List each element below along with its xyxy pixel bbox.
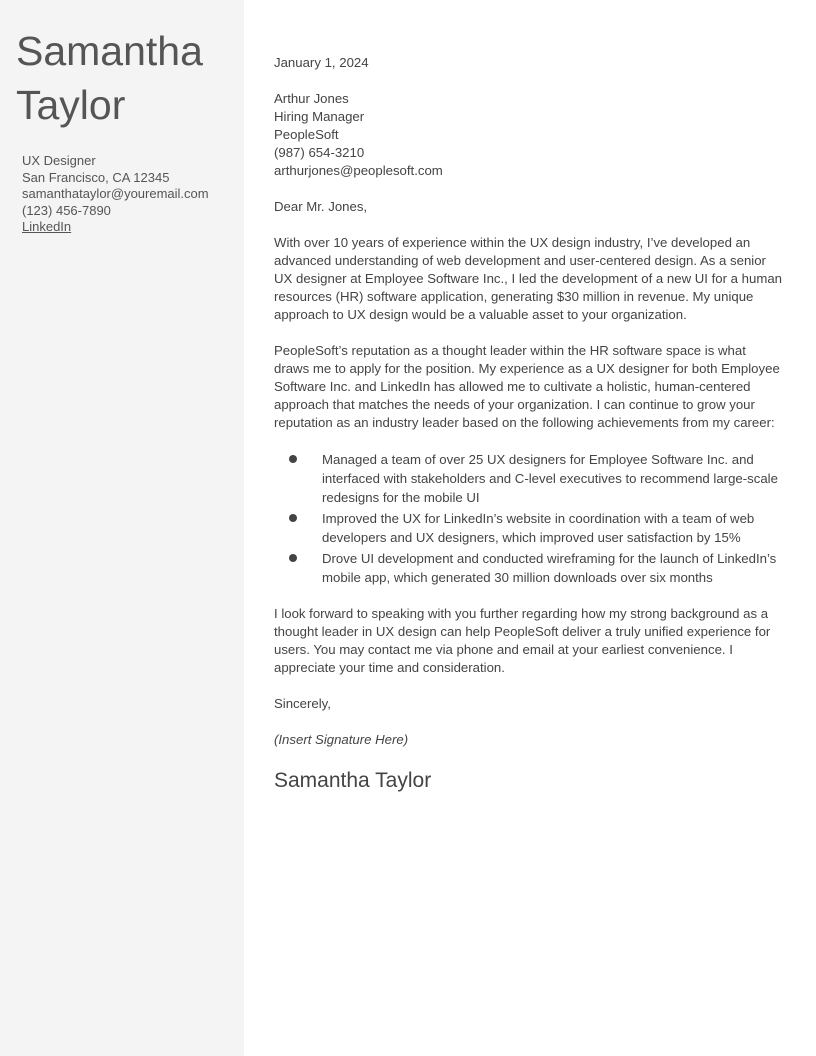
recipient-email: arthurjones@peoplesoft.com	[274, 163, 443, 178]
recipient-name: Arthur Jones	[274, 91, 349, 106]
sender-first-name: Samantha	[16, 28, 203, 74]
bullet-icon	[289, 514, 297, 522]
sender-contact	[22, 153, 209, 236]
list-item	[274, 509, 784, 547]
sender-last-name: Taylor	[16, 82, 126, 128]
recipient-title: Hiring Manager	[274, 109, 365, 124]
recipient-company: PeopleSoft	[274, 127, 339, 142]
closing: Sincerely,	[274, 696, 331, 711]
signature-name: Samantha Taylor	[274, 769, 432, 792]
sender-name	[16, 24, 203, 132]
sender-title: UX Designer	[22, 153, 96, 168]
achievement-text: Drove UI development and conducted wireframing for the launch of LinkedIn’s mobile app, which generated 30 million downloads over six months	[322, 551, 777, 585]
sidebar	[0, 0, 244, 1056]
achievement-text: Improved the UX for LinkedIn’s website in coordination with a team of web developers and UX designers, which improved user satisfaction by 15%	[322, 511, 755, 545]
sender-email: samanthataylor@youremail.com	[22, 186, 209, 201]
list-item	[274, 450, 784, 507]
signature-placeholder: (Insert Signature Here)	[274, 732, 409, 747]
achievements-list	[274, 450, 784, 587]
paragraph-closing: I look forward to speaking with you further regarding how my strong background as a thought leader in UX design can help PeopleSoft deliver a truly unified experience for users. You may contact me via phone and email at your earliest convenience. I appreciate your time and consideration.	[274, 606, 771, 675]
sender-phone: (123) 456-7890	[22, 202, 111, 218]
bullet-icon	[289, 554, 297, 562]
salutation: Dear Mr. Jones,	[274, 199, 368, 214]
paragraph-interest: PeopleSoft’s reputation as a thought leader within the HR software space is what draws me to apply for the position. My experience as a UX designer for both Employee Software Inc. and LinkedIn has allowed me to cultivate a holistic, human-centered approach that matches the needs of your organization. I can continue to grow your reputation as an industry leader based on the following achievements from my career:	[274, 343, 780, 430]
recipient-phone: (987) 654-3210	[274, 145, 365, 160]
recipient-block	[274, 90, 784, 180]
sender-location: San Francisco, CA 12345	[22, 169, 170, 185]
bullet-icon	[289, 455, 297, 463]
linkedin-link[interactable]: LinkedIn	[22, 219, 72, 234]
letter-body	[274, 54, 784, 795]
letter-date: January 1, 2024	[274, 55, 369, 70]
list-item	[274, 549, 784, 587]
paragraph-intro: With over 10 years of experience within the UX design industry, I’ve developed an advanced understanding of web development and user-centered design. As a senior UX designer at Employee Software Inc., I led the development of a new UI for a human resources (HR) software application, generating $30 million in revenue. My unique approach to UX design would be a valuable asset to your organization.	[274, 235, 782, 322]
achievement-text: Managed a team of over 25 UX designers for Employee Software Inc. and interfaced with stakeholders and C-level executives to recommend large-scale redesigns for the mobile UI	[322, 452, 778, 505]
